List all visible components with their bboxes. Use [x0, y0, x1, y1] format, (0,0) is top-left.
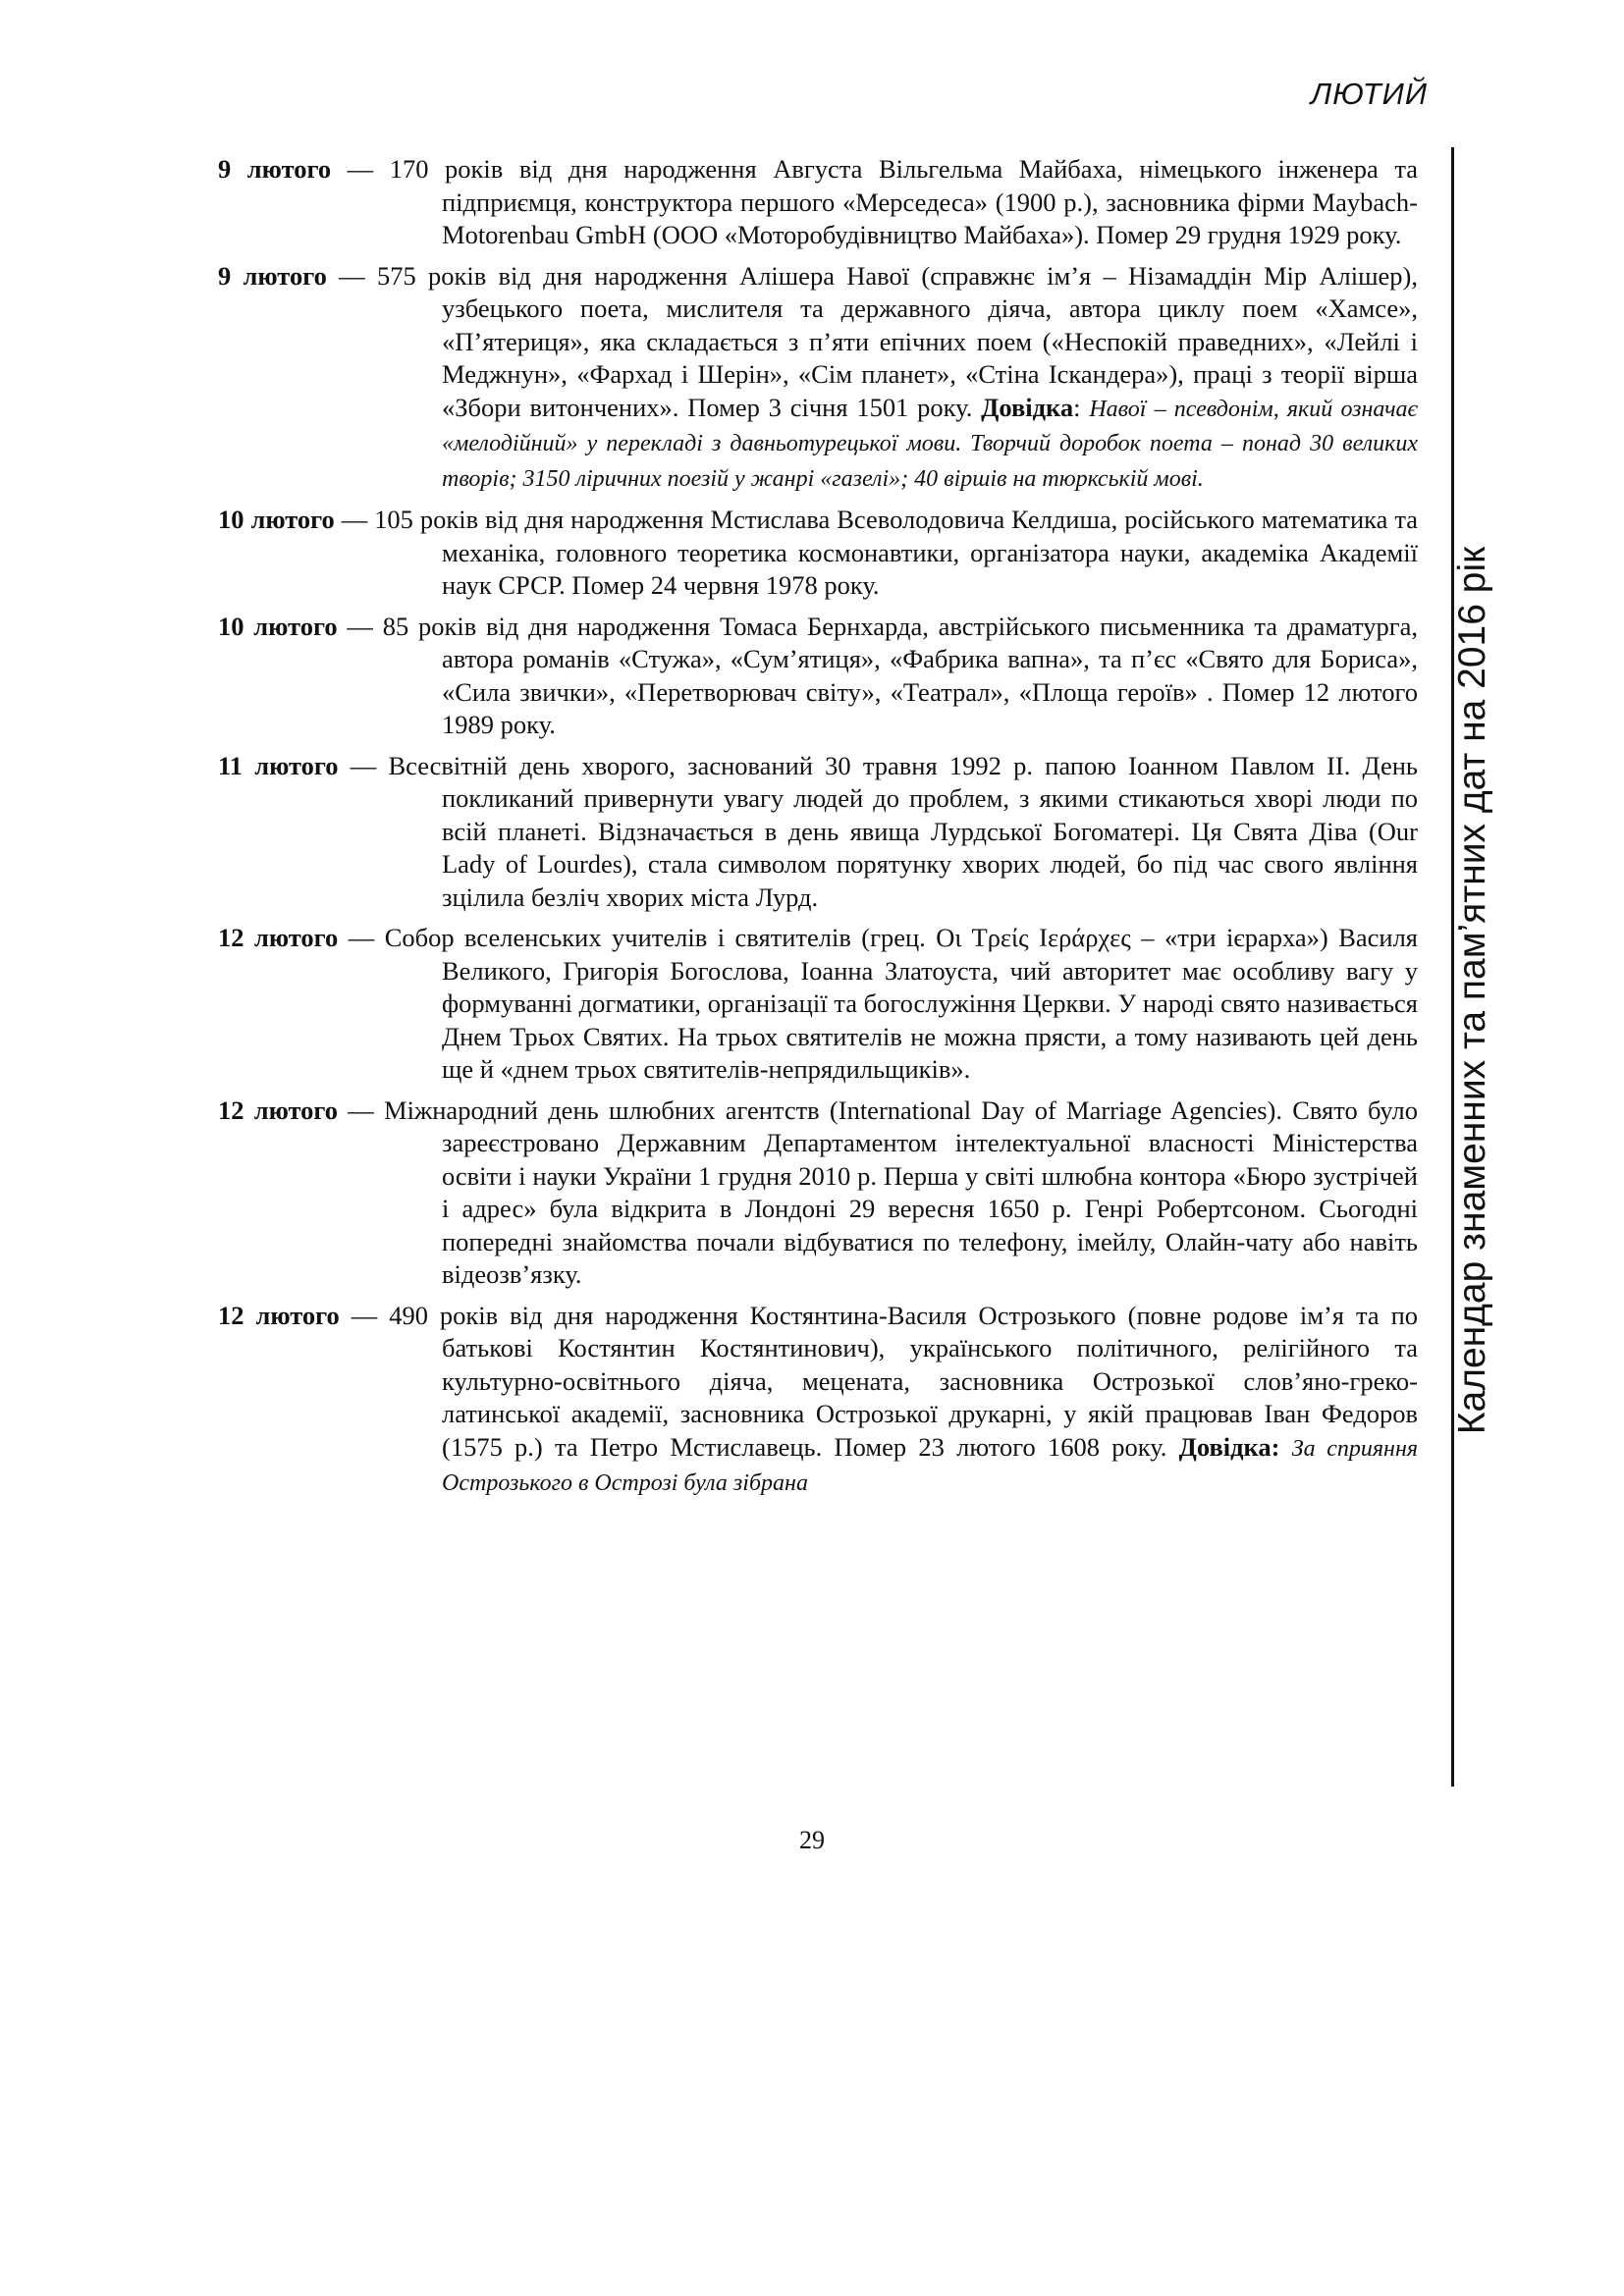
entry-note: За сприяння Острозького в Острозі була зібрана	[442, 1435, 1418, 1496]
entry-note-separator	[1280, 1432, 1292, 1462]
entry-note-label: Довідка:	[1178, 1431, 1280, 1462]
entry-date: 9 лютого	[218, 260, 327, 291]
entry-note-label: Довідка	[981, 392, 1074, 422]
entry-keldysh	[218, 504, 1418, 603]
entry-navoi	[218, 260, 1418, 497]
entry-ostrozky	[218, 1300, 1418, 1501]
entry-bernhard	[218, 611, 1418, 742]
entry-three-hierarchs	[218, 922, 1418, 1087]
side-calendar-title: Календар знаменних та пам’ятних дат на 2016 рік	[1451, 546, 1493, 1435]
entry-date: 10 лютого	[218, 505, 335, 534]
entry-text: — 105 років від дня народження Мстислава Всеволодовича Келдиша, російського математика та механіка, головного теоретика космонавтики, організатора науки, академіка Академії наук СРСР. Помер 24 червня 1978 року.	[334, 505, 1419, 600]
entry-date: 9 лютого	[218, 154, 332, 184]
entry-maybach	[218, 153, 1418, 252]
page-number: 29	[799, 1826, 825, 1854]
entry-text: — 170 років від дня народження Августа Вільгельма Майбаха, німецького інженера та підприємця, конструктора першого «Мерседеса» (1900 р.), засновника фірми Maybach-Motorenbau GmbH (ООО «Моторобудівництво Майбаха»). Помер 29 грудня 1929 року.	[331, 154, 1418, 249]
entry-date: 12 лютого	[218, 923, 339, 952]
entry-note: Навої – псевдонім, який означає «мелодійний» у перекладі з давньотурецької мови. Творчий доробок поета – понад 30 великих творів; 3150 ліричних поезій у жанрі «газелі»; 40 віршів на тюркській мові.	[442, 396, 1418, 492]
entry-text: — 575 років від дня народження Алішера Навої (справжнє ім’я – Нізамаддін Мір Алішер), узбецького поета, мислителя та державного діяча, автора циклу поем «Хамсе», «П’ятериця», яка складається з п’яти епічних поем («Неспокій праведних», «Лейлі і Меджнун», «Фархад і Шерін», «Сім планет», «Стіна Іскандера»), праці з теорії вірша «Збори витончених». Помер 3 січня 1501 року.	[326, 260, 1418, 422]
entry-text: — Міжнародний день шлюбних агентств (International Day of Marriage Agencies). Свято було зареєстровано Державним Департаментом інтелектуальної власності Міністерства освіти і науки України 1 грудня 2010 р. Перша у світі шлюбна контора «Бюро зустрічей і адрес» була відкрита в Лондоні 29 вересня 1650 р. Генрі Робертсоном. Сьогодні попередні знайомства почали відбуватися по телефону, імейлу, Олайн-чату або навіть відеозв’язку.	[338, 1095, 1418, 1289]
entry-date: 12 лютого	[218, 1095, 339, 1125]
entry-note-separator: :	[1073, 392, 1090, 422]
entry-date: 10 лютого	[218, 611, 338, 641]
running-head-month: ЛЮТИЙ	[1310, 77, 1428, 111]
calendar-entries	[218, 153, 1418, 1509]
entry-text: — 490 років від дня народження Костянтина-Василя Острозького (повне родове ім’я та по батькові Костянтин Костянтинович), українського політичного, релігійного та культурно-освітнього діяча, мецената, засновника Острозької слов’яно-греко-латинської академії, засновника Острозької друкарні, у якій працював Іван Федоров (1575 р.) та Петро Мстиславець. Помер 23 лютого 1608 року.	[339, 1300, 1419, 1462]
entry-date: 11 лютого	[218, 750, 339, 780]
entry-text: — 85 років від дня народження Томаса Бернхарда, австрійського письменника та драматурга, автора романів «Стужа», «Сум’ятиця», «Фабрика вапна», та п’єс «Свято для Бориса», «Сила звички», «Перетворювач світу», «Театрал», «Площа героїв» . Помер 12 лютого 1989 року.	[337, 611, 1418, 739]
entry-text: — Собор вселенських учителів і святителів (грец. Οι Τρείς Ιεράρχες – «три ієрарха») Василя Великого, Григорія Богослова, Іоанна Златоуста, чий авторитет має особливу вагу у формуванні догматики, організації та богослужіння Церкви. У народі свято називається Днем Трьох Святих. На трьох святителів не можна прясти, а тому називають цей день ще й «днем трьох святителів-непрядильщиків».	[338, 923, 1418, 1084]
entry-text: — Всесвітній день хворого, заснований 30 травня 1992 р. папою Іоанном Павлом ІІ. День покликаний привернути увагу людей до проблем, з якими стикаються хворі люди по всій планеті. Відзначається в день явища Лурдської Богоматері. Ця Свята Діва (Our Lady of Lourdes), стала символом порятунку хворих людей, бо під час свого явління зцілила безліч хворих міста Лурд.	[338, 750, 1418, 912]
entry-date: 12 лютого	[218, 1300, 340, 1330]
entry-world-day-of-sick	[218, 750, 1418, 915]
entry-marriage-agencies-day	[218, 1095, 1418, 1292]
